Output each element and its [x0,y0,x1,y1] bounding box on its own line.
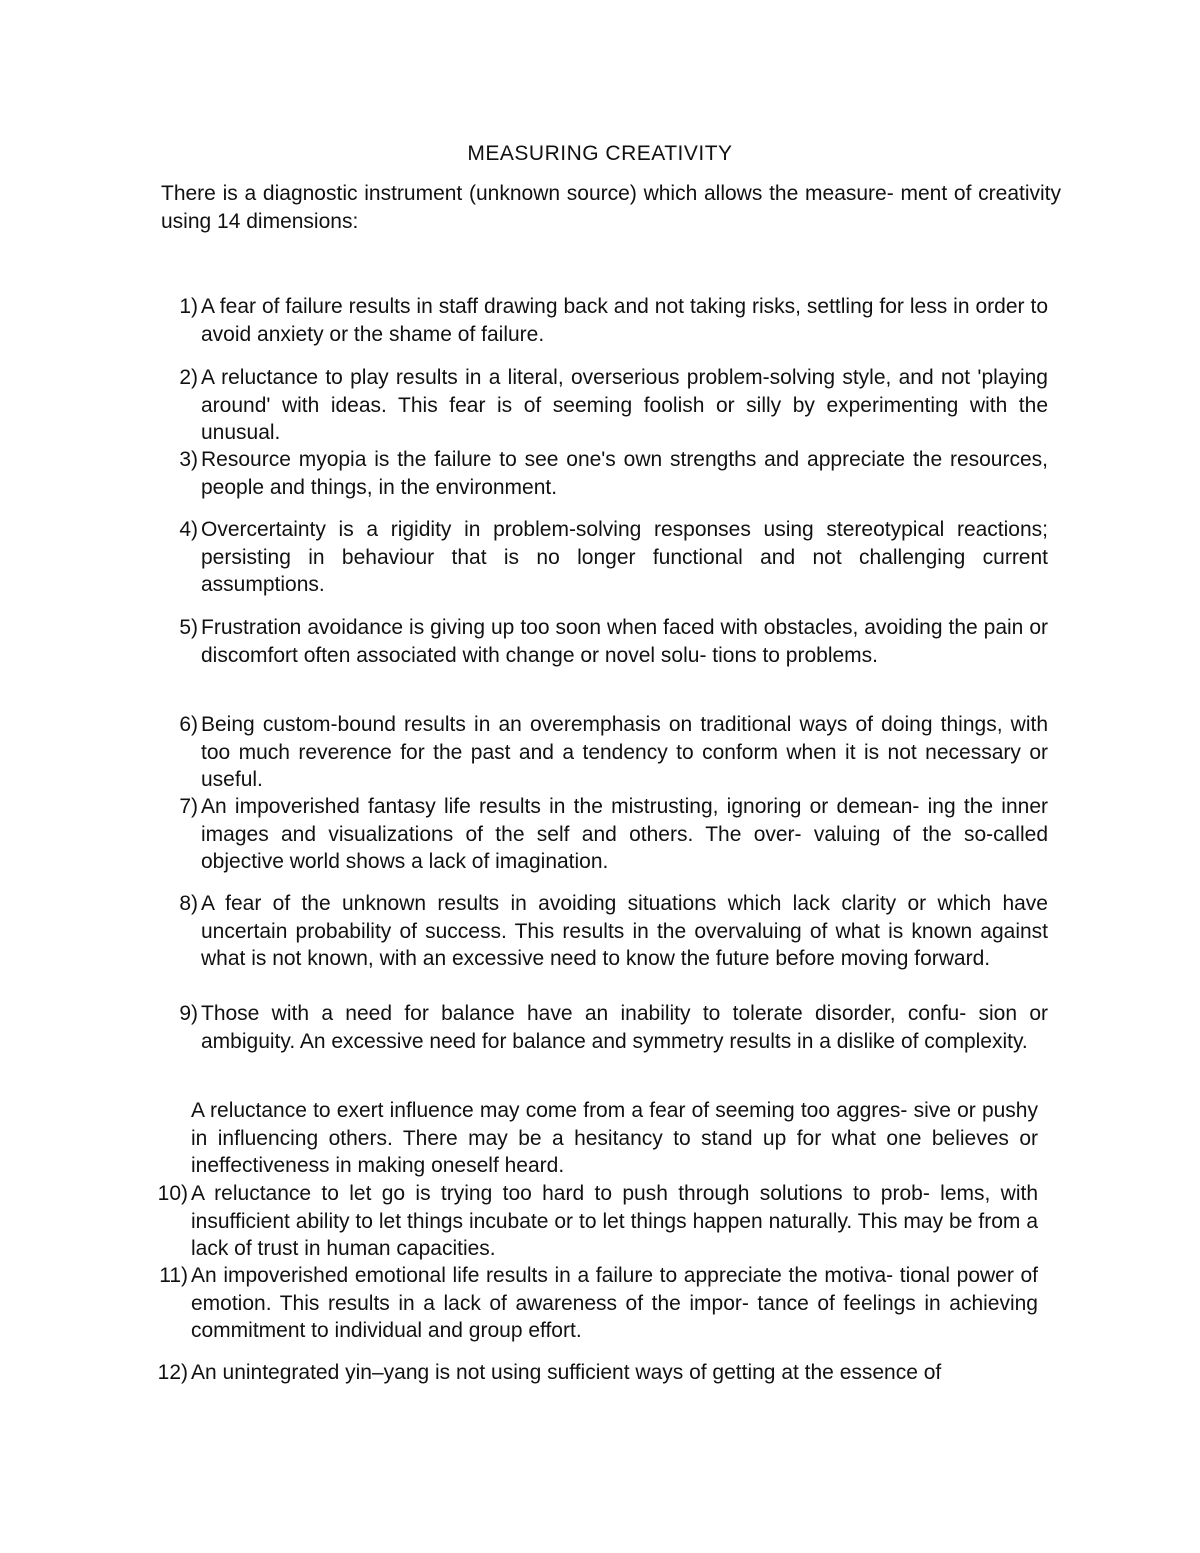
unnumbered-paragraph: A reluctance to exert influence may come from a fear of seeming too aggres- sive or pushy in influencing others. There may be a hesitancy to stand up for what one believes or ineffectiveness in making oneself heard. [191,1099,1038,1177]
list-item [150,516,1048,599]
list-item-number: 8) [179,892,198,915]
list-item-text: Frustration avoidance is giving up too soon when faced with obstacles, avoiding the pain or discomfort often associated with change or novel solu- tions to problems. [201,616,1048,667]
list-item-number: 10) [157,1182,188,1205]
list-item [150,614,1048,669]
list-item-number: 9) [179,1002,198,1025]
list-item-number: 1) [179,295,198,318]
list-item-number: 2) [179,366,198,389]
list-item-text: An impoverished emotional life results in a failure to appreciate the motiva- tional power of emotion. This results in a lack of awareness of the impor- tance of feelings in achieving commitment to individual and group effort. [191,1264,1038,1342]
list-item [150,890,1048,973]
list-item [150,1262,1038,1345]
page-title: MEASURING CREATIVITY [467,142,733,165]
list-item [150,1000,1048,1055]
list-item [150,793,1048,876]
list-item-number: 7) [179,795,198,818]
list-item-text: Those with a need for balance have an inability to tolerate disorder, confu- sion or ambiguity. An excessive need for balance and symmetry results in a dislike of complexity. [201,1002,1048,1053]
list-item [150,1180,1038,1263]
list-item-text: An unintegrated yin–yang is not using sufficient ways of getting at the essence of [191,1361,942,1384]
list-item-text: A fear of the unknown results in avoiding situations which lack clarity or which have uncertain probability of success. This results in the overvaluing of what is known against what is not known, with an excessive need to know the future before moving forward. [201,892,1048,970]
list-item-number: 6) [179,713,198,736]
intro-paragraph: There is a diagnostic instrument (unknown source) which allows the measure- ment of creativity using 14 dimensions: [161,182,1061,233]
list-item-text: Resource myopia is the failure to see one's own strengths and appreciate the resources, people and things, in the environment. [201,448,1048,499]
list-item [150,1359,1038,1387]
list-item [150,364,1048,447]
list-item-text: Being custom-bound results in an overemphasis on traditional ways of doing things, with too much reverence for the past and a tendency to conform when it is not necessary or useful. [201,713,1048,791]
list-item-text: A reluctance to let go is trying too hard to push through solutions to prob- lems, with insufficient ability to let things incubate or to let things happen naturally. This may be from a lack of trust in human capacities. [191,1182,1038,1260]
list-item-text: A reluctance to play results in a literal, overserious problem-solving style, and not 'playing around' with ideas. This fear is of seeming foolish or silly by experimenting with the unusual. [201,366,1048,444]
list-item-number: 11) [159,1264,188,1287]
list-item-number: 3) [179,448,198,471]
list-item [150,711,1048,794]
list-item-text: Overcertainty is a rigidity in problem-solving responses using stereotypical reactions; persisting in behaviour that is no longer functional and not challenging current assumptions. [201,518,1048,596]
list-item-text: An impoverished fantasy life results in the mistrusting, ignoring or demean- ing the inner images and visualizations of the self and others. The over- valuing of the so-called objective world shows a lack of imagination. [201,795,1048,873]
list-item-number: 12) [157,1361,188,1384]
list-item-text: A fear of failure results in staff drawing back and not taking risks, settling for less in order to avoid anxiety or the shame of failure. [201,295,1048,346]
list-item [150,293,1048,348]
list-item-number: 5) [179,616,198,639]
list-item [150,446,1048,501]
list-item-number: 4) [179,518,198,541]
